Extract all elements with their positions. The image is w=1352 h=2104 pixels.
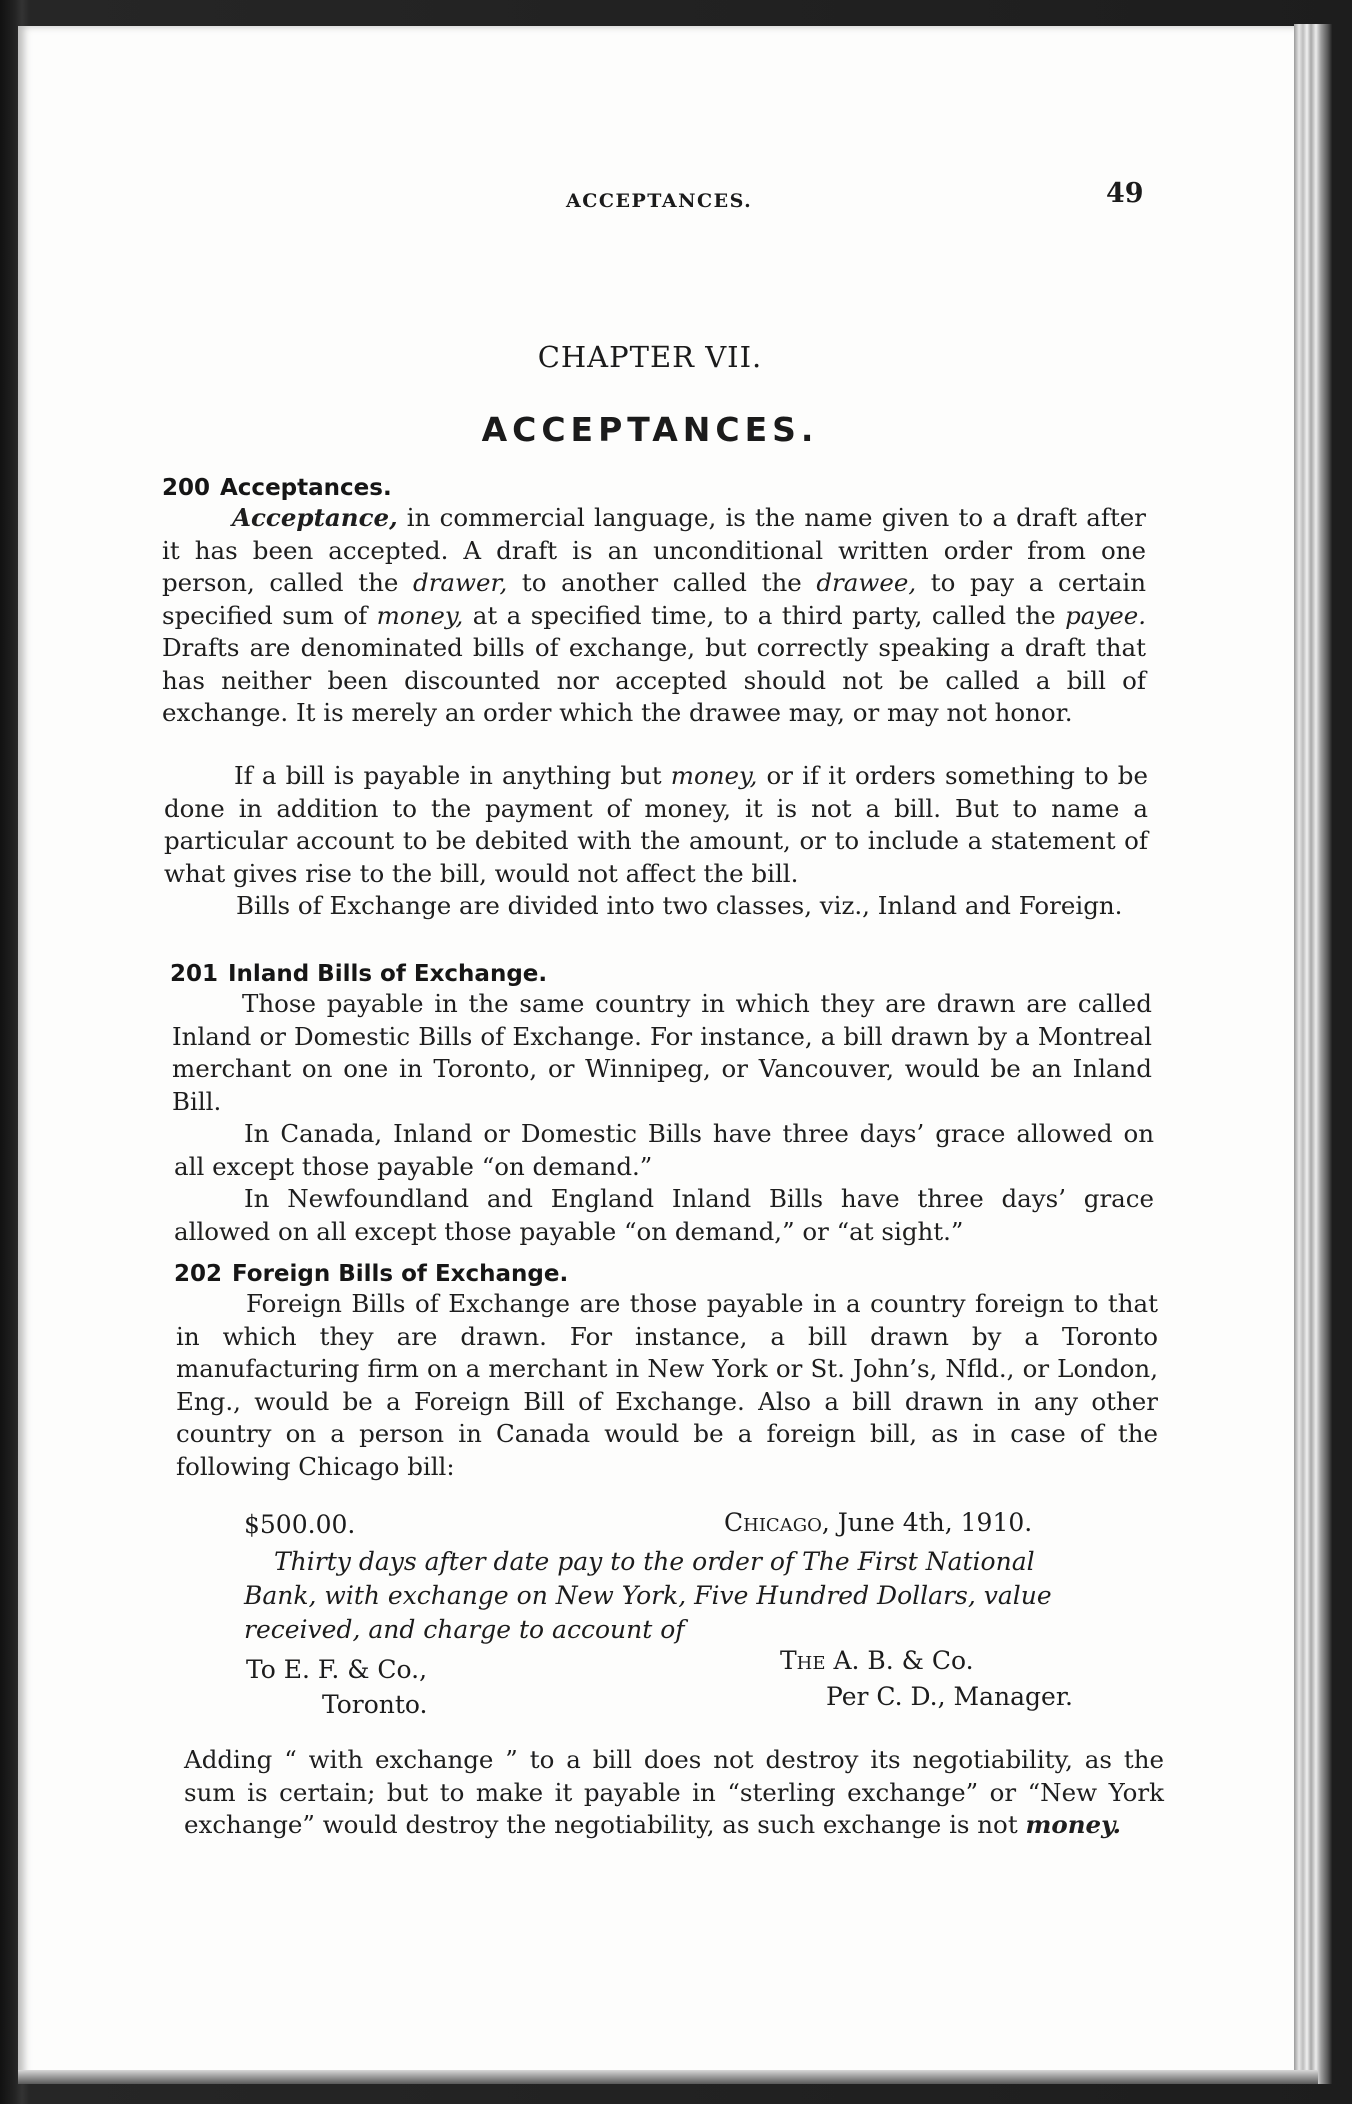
running-head: ACCEPTANCES. [566, 190, 753, 212]
section-number: 201 [170, 961, 219, 987]
chapter-title: ACCEPTANCES. [481, 410, 819, 449]
bill-place: Chicago, [724, 1508, 830, 1537]
bill-addressee-line-2: Toronto. [322, 1690, 428, 1719]
chapter-heading: CHAPTER VII. [537, 340, 763, 374]
bill-amount: $500.00. [244, 1510, 356, 1539]
term-money: money, [376, 600, 464, 630]
bill-date: June 4th, 1910. [829, 1508, 1033, 1537]
bill-addressee-line-1: To E. F. & Co., [246, 1655, 428, 1684]
section-number: 200 [162, 475, 211, 501]
term-payee: payee. [1065, 600, 1146, 630]
text-run: in commercial language, is the name given to a draft after it has been accepted. A draft is an unconditional written order from one person, called the [162, 503, 1146, 597]
page-number: 49 [1106, 178, 1144, 209]
term-drawer: drawer, [413, 568, 508, 597]
section-200-paragraph-2 [164, 760, 1148, 890]
bill-drawer-line-1 [780, 1646, 974, 1675]
term-money: money, [670, 761, 758, 790]
page-bottom-shadow [18, 2070, 1318, 2084]
text-run: A. B. & Co. [825, 1646, 974, 1675]
section-number: 202 [174, 1261, 223, 1287]
closing-paragraph [184, 1744, 1164, 1842]
text-run: or if it orders something to be done in addition to the payment of money, it is not a bill. But to name a particular account to be debited with the amount, or to include a statement of what gives rise to the bill, would not affect the bill. [164, 761, 1148, 888]
term-acceptance: Acceptance, [232, 503, 398, 532]
text-run: Adding “ with exchange ” to a bill does not destroy its negotiability, as the sum is certain; but to make it payable in “sterling exchange” or “New York exchange” would destroy the negotiability, as such exchange is not [184, 1745, 1164, 1839]
text-run: to pay a certain specified sum of [162, 568, 1147, 630]
text-run: to another called the [507, 568, 817, 597]
bill-body: Thirty days after date pay to the order of The First National Bank, with exchange on New York, Five Hundred Dollars, value received, and charge to account of [244, 1547, 1052, 1644]
section-title: Foreign Bills of Exchange. [232, 1261, 569, 1287]
section-202-paragraph-1: Foreign Bills of Exchange are those payable in a country foreign to that in which they are drawn. For instance, a bill drawn by a Toronto manufacturing firm on a merchant in New York or St. John’s, Nfld., or London, Eng., would be a Foreign Bill of Exchange. Also a bill drawn in any other country on a person in Canada would be a foreign bill, as in case of the following Chicago bill: [176, 1289, 1158, 1481]
text-run: If a bill is payable in anything but [234, 761, 671, 790]
text-run: Drafts are denominated bills of exchange, but correctly speaking a draft that has neither been discounted nor accepted should not be called a bill of exchange. It is merely an order which the drawee may, or may not honor. [162, 633, 1146, 727]
section-202-heading [174, 1261, 568, 1287]
text-run: The [780, 1646, 826, 1675]
section-title: Inland Bills of Exchange. [228, 961, 548, 987]
term-money: money. [1025, 1810, 1122, 1839]
section-201-paragraph-3: In Newfoundland and England Inland Bills have three days’ grace allowed on all except those payable “on demand,” or “at sight.” [174, 1184, 1154, 1246]
section-200-heading [162, 475, 392, 501]
section-200-paragraph-1 [162, 502, 1146, 730]
term-drawee: drawee, [816, 568, 917, 597]
section-200-paragraph-3: Bills of Exchange are divided into two classes, viz., Inland and Foreign. [236, 891, 1123, 920]
section-201-paragraph-2: In Canada, Inland or Domestic Bills have three days’ grace allowed on all except those payable “on demand.” [174, 1119, 1154, 1181]
bill-drawer-line-2: Per C. D., Manager. [826, 1682, 1073, 1711]
section-201-heading [170, 961, 547, 987]
page-stack-edge [1294, 24, 1332, 2084]
section-201-paragraph-1: Those payable in the same country in which they are drawn are called Inland or Domestic Bills of Exchange. For instance, a bill drawn by a Montreal merchant on one in Toronto, or Winnipeg, or Vancouver, would be an Inland Bill. [172, 989, 1152, 1116]
bill-dateline [724, 1508, 1032, 1537]
text-run: at a specified time, to a third party, called the [463, 600, 1066, 630]
section-title: Acceptances. [220, 475, 392, 501]
